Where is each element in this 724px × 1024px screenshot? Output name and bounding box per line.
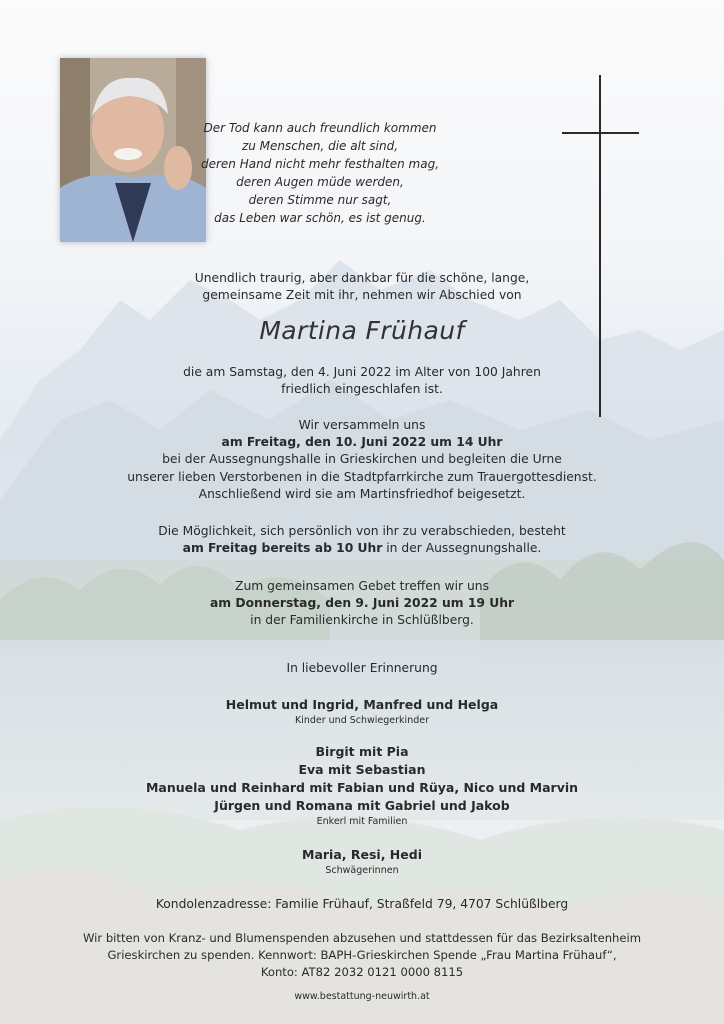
death-notice-line: friedlich eingeschlafen ist.: [281, 382, 443, 397]
family-names: Jürgen und Romana mit Gabriel und Jakob: [214, 798, 510, 813]
death-notice: [0, 364, 724, 398]
farewell-time-line: [0, 540, 724, 557]
donation-request: [0, 930, 724, 981]
poem-line: deren Augen müde werden,: [236, 175, 404, 189]
funeral-date: am Freitag, den 10. Juni 2022 um 14 Uhr: [221, 435, 503, 450]
family-role: Schwägerinnen: [325, 865, 399, 876]
farewell-time: am Freitag bereits ab 10 Uhr: [182, 541, 383, 556]
funeral-burial: Anschließend wird sie am Martinsfriedhof beigesetzt.: [198, 486, 526, 501]
prayer-details: [0, 578, 724, 630]
family-grandchildren: [0, 743, 724, 832]
family-role: Kinder und Schwiegerkinder: [294, 715, 430, 726]
website-link[interactable]: www.bestattung-neuwirth.at: [294, 991, 430, 1002]
remembrance-heading: In liebevoller Erinnerung: [286, 661, 438, 675]
family-names: Birgit mit Pia: [315, 744, 409, 759]
poem-line: zu Menschen, die alt sind,: [241, 139, 399, 153]
farewell-intro: Die Möglichkeit, sich persönlich von ihr zu verabschieden, besteht: [158, 524, 566, 538]
donation-line: Grieskirchen zu spenden. Kennwort: BAPH-Grieskirchen Spende „Frau Martina Frühauf“,: [107, 948, 617, 962]
poem-line: das Leben war schön, es ist genug.: [214, 211, 426, 225]
family-names: Maria, Resi, Hedi: [302, 847, 422, 862]
intro-text: [0, 270, 724, 304]
donation-line: Wir bitten von Kranz- und Blumenspenden abzusehen und stattdessen für das Bezirksaltenheim: [82, 931, 642, 945]
portrait-photo: [60, 58, 206, 242]
prayer-date: am Donnerstag, den 9. Juni 2022 um 19 Uhr: [209, 596, 515, 611]
funeral-details: [0, 417, 724, 503]
family-children: [0, 696, 724, 731]
funeral-intro: Wir versammeln uns: [298, 418, 426, 432]
family-role: Enkerl mit Familien: [316, 816, 408, 827]
poem-line: deren Stimme nur sagt,: [248, 193, 392, 207]
intro-line: Unendlich traurig, aber dankbar für die schöne, lange,: [194, 271, 530, 285]
deceased-name: Martina Frühauf: [259, 316, 465, 345]
family-sisters-in-law: [0, 846, 724, 881]
family-names: Helmut und Ingrid, Manfred und Helga: [225, 697, 499, 712]
death-notice-line: die am Samstag, den 4. Juni 2022 im Alter von 100 Jahren: [183, 365, 541, 379]
family-names: Eva mit Sebastian: [298, 762, 426, 777]
poem: [188, 119, 452, 227]
cross-horizontal-bar: [562, 132, 639, 134]
family-names: Manuela und Reinhard mit Fabian und Rüya, Nico und Marvin: [145, 780, 579, 795]
intro-line: gemeinsame Zeit mit ihr, nehmen wir Abschied von: [202, 288, 522, 303]
farewell-place: in der Aussegnungshalle.: [382, 541, 542, 556]
donation-account: Konto: AT82 2032 0121 0000 8115: [260, 965, 464, 979]
funeral-location: bei der Aussegnungshalle in Grieskirchen und begleiten die Urne: [162, 452, 562, 467]
funeral-service: unserer lieben Verstorbenen in die Stadtpfarrkirche zum Trauergottesdienst.: [127, 469, 597, 484]
condolence-address: Kondolenzadresse: Familie Frühauf, Straßfeld 79, 4707 Schlüßlberg: [155, 897, 569, 911]
farewell-details: [0, 523, 724, 557]
poem-line: deren Hand nicht mehr festhalten mag,: [200, 157, 440, 171]
prayer-intro: Zum gemeinsamen Gebet treffen wir uns: [235, 579, 489, 593]
prayer-location: in der Familienkirche in Schlüßlberg.: [250, 613, 474, 628]
poem-line: Der Tod kann auch freundlich kommen: [203, 121, 437, 135]
